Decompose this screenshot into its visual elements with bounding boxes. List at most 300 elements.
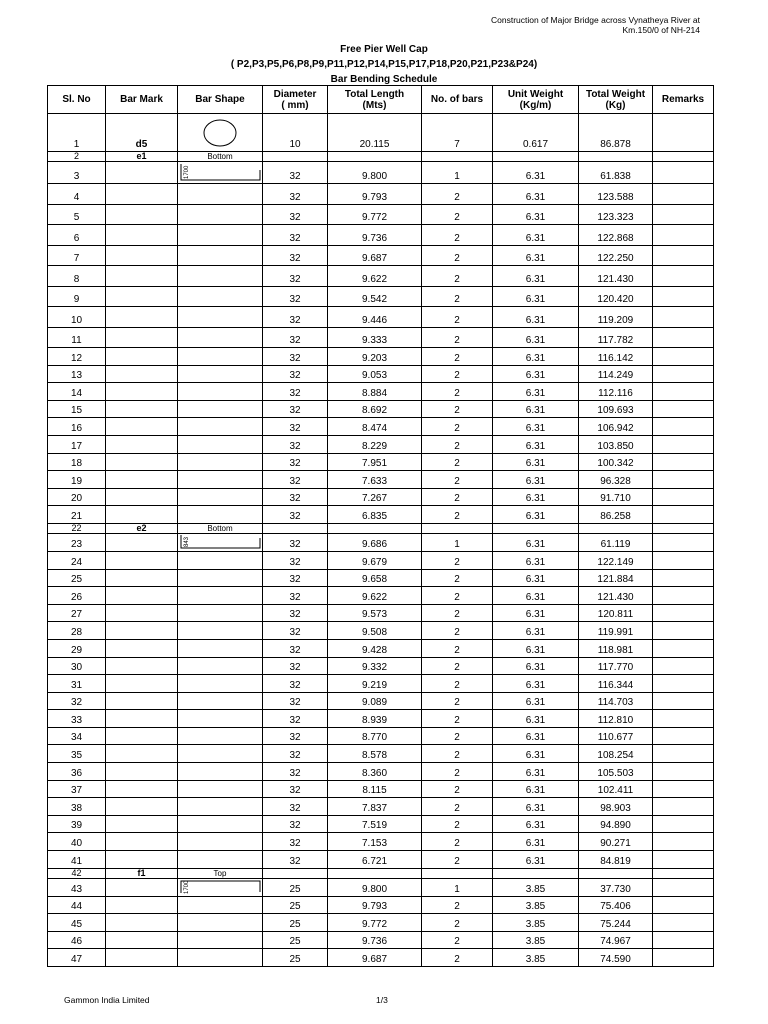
bar-shape-cell bbox=[178, 523, 263, 533]
no-of-bars-cell: 2 bbox=[422, 931, 493, 949]
remarks-cell bbox=[653, 587, 714, 605]
no-of-bars-cell: 2 bbox=[422, 639, 493, 657]
total-length-cell: 9.736 bbox=[328, 225, 422, 246]
total-length-cell: 9.622 bbox=[328, 266, 422, 287]
col-diameter-l1: Diameter bbox=[273, 88, 317, 100]
no-of-bars-cell: 2 bbox=[422, 400, 493, 418]
no-of-bars-cell: 2 bbox=[422, 949, 493, 967]
bar-mark-cell bbox=[106, 488, 178, 506]
diameter-cell: 32 bbox=[263, 763, 328, 781]
remarks-cell bbox=[653, 639, 714, 657]
total-weight-cell: 121.430 bbox=[579, 587, 653, 605]
bar-shape-cell bbox=[178, 639, 263, 657]
total-weight-cell: 112.116 bbox=[579, 383, 653, 401]
diameter-cell: 32 bbox=[263, 418, 328, 436]
total-length-cell: 9.793 bbox=[328, 184, 422, 205]
table-row bbox=[48, 533, 714, 551]
bar-shape-cell bbox=[178, 815, 263, 833]
remarks-cell bbox=[653, 604, 714, 622]
total-weight-cell: 112.810 bbox=[579, 710, 653, 728]
total-weight-cell: 74.967 bbox=[579, 931, 653, 949]
total-weight-cell: 100.342 bbox=[579, 453, 653, 471]
bar-shape-cell bbox=[178, 286, 263, 307]
total-length-cell: 9.793 bbox=[328, 896, 422, 914]
total-length-cell: 7.633 bbox=[328, 471, 422, 489]
bar-shape-cell bbox=[178, 727, 263, 745]
total-length-cell: 9.203 bbox=[328, 348, 422, 366]
bar-mark-cell bbox=[106, 896, 178, 914]
total-weight-cell: 37.730 bbox=[579, 878, 653, 896]
unit-weight-cell: 6.31 bbox=[493, 327, 579, 348]
bar-mark-cell bbox=[106, 780, 178, 798]
sl-no-cell: 11 bbox=[48, 327, 106, 348]
bar-mark-cell bbox=[106, 400, 178, 418]
bar-mark-cell bbox=[106, 710, 178, 728]
diameter-cell: 32 bbox=[263, 587, 328, 605]
table-row bbox=[48, 471, 714, 489]
project-line-2: Km.150/0 of NH-214 bbox=[622, 25, 700, 35]
total-weight-cell: 109.693 bbox=[579, 400, 653, 418]
remarks-cell bbox=[653, 780, 714, 798]
remarks-cell bbox=[653, 152, 714, 162]
total-weight-cell: 94.890 bbox=[579, 815, 653, 833]
bar-mark-cell bbox=[106, 622, 178, 640]
table-row bbox=[48, 152, 714, 162]
table-row bbox=[48, 204, 714, 225]
unit-weight-cell: 6.31 bbox=[493, 453, 579, 471]
unit-weight-cell bbox=[493, 523, 579, 533]
total-length-cell: 9.573 bbox=[328, 604, 422, 622]
bar-shape-cell bbox=[178, 184, 263, 205]
no-of-bars-cell: 2 bbox=[422, 833, 493, 851]
total-length-cell: 9.800 bbox=[328, 878, 422, 896]
total-length-cell: 9.736 bbox=[328, 931, 422, 949]
total-length-cell: 8.692 bbox=[328, 400, 422, 418]
total-weight-cell bbox=[579, 868, 653, 878]
sl-no-cell: 42 bbox=[48, 868, 106, 878]
diameter-cell: 32 bbox=[263, 815, 328, 833]
bar-shape-cell bbox=[178, 868, 263, 878]
total-weight-cell: 118.981 bbox=[579, 639, 653, 657]
bar-mark-cell bbox=[106, 604, 178, 622]
total-weight-cell: 90.271 bbox=[579, 833, 653, 851]
unit-weight-cell: 6.31 bbox=[493, 727, 579, 745]
bar-mark-cell: e1 bbox=[106, 152, 178, 162]
total-weight-cell: 120.420 bbox=[579, 286, 653, 307]
sl-no-cell: 43 bbox=[48, 878, 106, 896]
total-weight-cell: 116.142 bbox=[579, 348, 653, 366]
diameter-cell: 25 bbox=[263, 931, 328, 949]
table-row bbox=[48, 225, 714, 246]
total-length-cell: 7.519 bbox=[328, 815, 422, 833]
sl-no-cell: 14 bbox=[48, 383, 106, 401]
total-length-cell: 9.622 bbox=[328, 587, 422, 605]
e1-shape-label: Bottom bbox=[207, 152, 233, 161]
diameter-cell: 32 bbox=[263, 675, 328, 693]
footer-company: Gammon India Limited bbox=[64, 995, 150, 1005]
bar-mark-cell bbox=[106, 727, 178, 745]
no-of-bars-cell: 1 bbox=[422, 533, 493, 551]
bar-mark-cell bbox=[106, 184, 178, 205]
total-length-cell: 9.687 bbox=[328, 245, 422, 266]
no-of-bars-cell: 2 bbox=[422, 657, 493, 675]
sl-no-cell: 18 bbox=[48, 453, 106, 471]
sl-no-cell: 1 bbox=[48, 114, 106, 152]
bar-shape-cell bbox=[178, 533, 263, 551]
bar-shape-cell bbox=[178, 453, 263, 471]
table-row bbox=[48, 949, 714, 967]
table-row bbox=[48, 453, 714, 471]
total-weight-cell: 114.249 bbox=[579, 365, 653, 383]
sl-no-cell: 17 bbox=[48, 435, 106, 453]
table-row bbox=[48, 587, 714, 605]
bar-shape-cell bbox=[178, 245, 263, 266]
table-row bbox=[48, 245, 714, 266]
diameter-cell: 32 bbox=[263, 453, 328, 471]
bar-mark-cell bbox=[106, 815, 178, 833]
remarks-cell bbox=[653, 675, 714, 693]
no-of-bars-cell: 2 bbox=[422, 245, 493, 266]
no-of-bars-cell: 2 bbox=[422, 184, 493, 205]
diameter-cell: 32 bbox=[263, 780, 328, 798]
bar-mark-cell bbox=[106, 327, 178, 348]
remarks-cell bbox=[653, 162, 714, 184]
table-row bbox=[48, 727, 714, 745]
no-of-bars-cell: 1 bbox=[422, 162, 493, 184]
remarks-cell bbox=[653, 400, 714, 418]
table-row bbox=[48, 868, 714, 878]
bar-shape-cell bbox=[178, 383, 263, 401]
sl-no-cell: 37 bbox=[48, 780, 106, 798]
total-weight-cell: 120.811 bbox=[579, 604, 653, 622]
col-sl-no: Sl. No bbox=[48, 86, 106, 114]
unit-weight-cell: 6.31 bbox=[493, 266, 579, 287]
unit-weight-cell: 6.31 bbox=[493, 639, 579, 657]
diameter-cell: 32 bbox=[263, 604, 328, 622]
diameter-cell: 32 bbox=[263, 184, 328, 205]
sl-no-cell: 27 bbox=[48, 604, 106, 622]
total-weight-cell: 103.850 bbox=[579, 435, 653, 453]
f1-shape-label: Top bbox=[213, 868, 227, 878]
total-weight-cell: 75.406 bbox=[579, 896, 653, 914]
no-of-bars-cell bbox=[422, 523, 493, 533]
total-weight-cell: 119.209 bbox=[579, 307, 653, 328]
remarks-cell bbox=[653, 931, 714, 949]
diameter-cell: 32 bbox=[263, 798, 328, 816]
table-row bbox=[48, 851, 714, 869]
project-header bbox=[400, 15, 700, 35]
table-row bbox=[48, 815, 714, 833]
f1-shape-dimension: 1700 bbox=[184, 880, 190, 894]
bar-mark-cell bbox=[106, 471, 178, 489]
remarks-cell bbox=[653, 569, 714, 587]
unit-weight-cell: 6.31 bbox=[493, 815, 579, 833]
unit-weight-cell: 6.31 bbox=[493, 780, 579, 798]
remarks-cell bbox=[653, 745, 714, 763]
remarks-cell bbox=[653, 488, 714, 506]
total-weight-cell: 116.344 bbox=[579, 675, 653, 693]
total-weight-cell: 102.411 bbox=[579, 780, 653, 798]
unit-weight-cell: 6.31 bbox=[493, 307, 579, 328]
remarks-cell bbox=[653, 763, 714, 781]
diameter-cell: 32 bbox=[263, 833, 328, 851]
e1-shape-dimension: 1700 bbox=[184, 165, 190, 179]
total-length-cell: 6.721 bbox=[328, 851, 422, 869]
total-weight-cell: 122.250 bbox=[579, 245, 653, 266]
total-length-cell bbox=[328, 868, 422, 878]
total-weight-cell: 121.884 bbox=[579, 569, 653, 587]
no-of-bars-cell: 2 bbox=[422, 587, 493, 605]
unit-weight-cell: 6.31 bbox=[493, 365, 579, 383]
no-of-bars-cell: 2 bbox=[422, 488, 493, 506]
diameter-cell: 32 bbox=[263, 745, 328, 763]
bar-mark-cell bbox=[106, 833, 178, 851]
sl-no-cell: 12 bbox=[48, 348, 106, 366]
total-length-cell: 6.835 bbox=[328, 506, 422, 524]
col-bar-shape: Bar Shape bbox=[178, 86, 263, 114]
bar-bending-schedule-table bbox=[47, 85, 714, 967]
unit-weight-cell: 6.31 bbox=[493, 692, 579, 710]
table-row bbox=[48, 745, 714, 763]
remarks-cell bbox=[653, 348, 714, 366]
total-length-cell: 9.542 bbox=[328, 286, 422, 307]
total-length-cell: 8.360 bbox=[328, 763, 422, 781]
sl-no-cell: 13 bbox=[48, 365, 106, 383]
no-of-bars-cell: 2 bbox=[422, 780, 493, 798]
total-weight-cell: 110.677 bbox=[579, 727, 653, 745]
unit-weight-cell: 6.31 bbox=[493, 710, 579, 728]
total-weight-cell: 105.503 bbox=[579, 763, 653, 781]
sl-no-cell: 35 bbox=[48, 745, 106, 763]
unit-weight-cell: 6.31 bbox=[493, 745, 579, 763]
total-length-cell: 9.687 bbox=[328, 949, 422, 967]
remarks-cell bbox=[653, 692, 714, 710]
table-row bbox=[48, 914, 714, 932]
total-length-cell: 8.474 bbox=[328, 418, 422, 436]
no-of-bars-cell: 2 bbox=[422, 327, 493, 348]
col-no-of-bars: No. of bars bbox=[422, 86, 493, 114]
unit-weight-cell: 6.31 bbox=[493, 245, 579, 266]
bar-shape-cell bbox=[178, 162, 263, 184]
bar-mark-cell bbox=[106, 798, 178, 816]
no-of-bars-cell: 1 bbox=[422, 878, 493, 896]
sl-no-cell: 40 bbox=[48, 833, 106, 851]
unit-weight-cell bbox=[493, 868, 579, 878]
unit-weight-cell: 3.85 bbox=[493, 931, 579, 949]
sl-no-cell: 47 bbox=[48, 949, 106, 967]
col-unit-weight-l1: Unit Weight bbox=[507, 88, 564, 100]
total-weight-cell: 117.770 bbox=[579, 657, 653, 675]
bar-mark-cell bbox=[106, 225, 178, 246]
diameter-cell: 32 bbox=[263, 327, 328, 348]
bar-mark-cell bbox=[106, 745, 178, 763]
unit-weight-cell: 6.31 bbox=[493, 348, 579, 366]
diameter-cell: 32 bbox=[263, 204, 328, 225]
total-weight-cell: 96.328 bbox=[579, 471, 653, 489]
table-row bbox=[48, 383, 714, 401]
remarks-cell bbox=[653, 471, 714, 489]
unit-weight-cell: 6.31 bbox=[493, 286, 579, 307]
bar-shape-cell bbox=[178, 152, 263, 162]
remarks-cell bbox=[653, 815, 714, 833]
col-total-weight bbox=[579, 86, 653, 114]
table-row bbox=[48, 400, 714, 418]
diameter-cell: 25 bbox=[263, 878, 328, 896]
bar-shape-cell bbox=[178, 327, 263, 348]
title-line-3: Bar Bending Schedule bbox=[330, 74, 438, 85]
bar-mark-cell bbox=[106, 675, 178, 693]
table-row bbox=[48, 523, 714, 533]
unit-weight-cell: 6.31 bbox=[493, 400, 579, 418]
diameter-cell: 32 bbox=[263, 710, 328, 728]
diameter-cell: 25 bbox=[263, 914, 328, 932]
total-length-cell: 7.951 bbox=[328, 453, 422, 471]
bar-shape-cell bbox=[178, 604, 263, 622]
table-row bbox=[48, 692, 714, 710]
total-length-cell bbox=[328, 523, 422, 533]
no-of-bars-cell: 2 bbox=[422, 569, 493, 587]
total-length-cell: 9.686 bbox=[328, 533, 422, 551]
sl-no-cell: 5 bbox=[48, 204, 106, 225]
unit-weight-cell: 6.31 bbox=[493, 488, 579, 506]
bar-shape-cell bbox=[178, 914, 263, 932]
col-total-length-l1: Total Length bbox=[344, 88, 405, 100]
total-weight-cell: 98.903 bbox=[579, 798, 653, 816]
remarks-cell bbox=[653, 327, 714, 348]
no-of-bars-cell: 2 bbox=[422, 815, 493, 833]
total-weight-cell: 122.868 bbox=[579, 225, 653, 246]
total-length-cell: 9.333 bbox=[328, 327, 422, 348]
bar-mark-cell bbox=[106, 763, 178, 781]
sl-no-cell: 7 bbox=[48, 245, 106, 266]
bar-shape-cell bbox=[178, 675, 263, 693]
table-header-row bbox=[48, 86, 714, 114]
diameter-cell: 32 bbox=[263, 506, 328, 524]
total-weight-cell: 123.323 bbox=[579, 204, 653, 225]
sl-no-cell: 29 bbox=[48, 639, 106, 657]
total-length-cell: 8.770 bbox=[328, 727, 422, 745]
no-of-bars-cell: 2 bbox=[422, 506, 493, 524]
table-row bbox=[48, 622, 714, 640]
remarks-cell bbox=[653, 506, 714, 524]
diameter-cell: 32 bbox=[263, 569, 328, 587]
table-row bbox=[48, 506, 714, 524]
no-of-bars-cell: 2 bbox=[422, 266, 493, 287]
bar-shape-cell bbox=[178, 348, 263, 366]
circular-bar-shape bbox=[178, 114, 263, 150]
sl-no-cell: 6 bbox=[48, 225, 106, 246]
total-length-cell: 7.153 bbox=[328, 833, 422, 851]
remarks-cell bbox=[653, 798, 714, 816]
remarks-cell bbox=[653, 851, 714, 869]
total-length-cell: 8.939 bbox=[328, 710, 422, 728]
bar-mark-cell: e2 bbox=[106, 523, 178, 533]
no-of-bars-cell bbox=[422, 868, 493, 878]
table-row bbox=[48, 286, 714, 307]
unit-weight-cell: 6.31 bbox=[493, 162, 579, 184]
bar-mark-cell bbox=[106, 657, 178, 675]
col-diameter bbox=[263, 86, 328, 114]
total-length-cell: 9.219 bbox=[328, 675, 422, 693]
diameter-cell: 32 bbox=[263, 286, 328, 307]
total-weight-cell: 117.782 bbox=[579, 327, 653, 348]
total-length-cell: 9.446 bbox=[328, 307, 422, 328]
remarks-cell bbox=[653, 114, 714, 152]
no-of-bars-cell: 2 bbox=[422, 204, 493, 225]
remarks-cell bbox=[653, 710, 714, 728]
col-remarks: Remarks bbox=[653, 86, 714, 114]
bar-shape-cell bbox=[178, 949, 263, 967]
bar-shape-cell bbox=[178, 400, 263, 418]
remarks-cell bbox=[653, 727, 714, 745]
total-length-cell: 20.115 bbox=[328, 114, 422, 152]
sl-no-cell: 26 bbox=[48, 587, 106, 605]
table-row bbox=[48, 488, 714, 506]
total-length-cell: 9.800 bbox=[328, 162, 422, 184]
sl-no-cell: 46 bbox=[48, 931, 106, 949]
bar-mark-cell bbox=[106, 348, 178, 366]
no-of-bars-cell: 2 bbox=[422, 675, 493, 693]
diameter-cell: 32 bbox=[263, 657, 328, 675]
diameter-cell: 32 bbox=[263, 622, 328, 640]
table-row bbox=[48, 162, 714, 184]
no-of-bars-cell: 2 bbox=[422, 851, 493, 869]
bar-mark-cell bbox=[106, 266, 178, 287]
sl-no-cell: 31 bbox=[48, 675, 106, 693]
table-row bbox=[48, 551, 714, 569]
bar-shape-cell bbox=[178, 266, 263, 287]
diameter-cell: 25 bbox=[263, 896, 328, 914]
bar-shape-cell bbox=[178, 780, 263, 798]
unit-weight-cell: 6.31 bbox=[493, 622, 579, 640]
col-bar-mark: Bar Mark bbox=[106, 86, 178, 114]
diameter-cell bbox=[263, 152, 328, 162]
no-of-bars-cell: 2 bbox=[422, 383, 493, 401]
bar-mark-cell bbox=[106, 307, 178, 328]
remarks-cell bbox=[653, 833, 714, 851]
sl-no-cell: 10 bbox=[48, 307, 106, 328]
bar-shape-cell bbox=[178, 851, 263, 869]
remarks-cell bbox=[653, 622, 714, 640]
bar-shape-cell bbox=[178, 435, 263, 453]
total-length-cell: 9.053 bbox=[328, 365, 422, 383]
unit-weight-cell: 3.85 bbox=[493, 914, 579, 932]
unit-weight-cell: 6.31 bbox=[493, 471, 579, 489]
remarks-cell bbox=[653, 435, 714, 453]
total-weight-cell bbox=[579, 152, 653, 162]
total-length-cell: 8.229 bbox=[328, 435, 422, 453]
unit-weight-cell: 6.31 bbox=[493, 763, 579, 781]
project-line-1: Construction of Major Bridge across Vynatheya River at bbox=[491, 15, 700, 25]
bar-shape-cell bbox=[178, 710, 263, 728]
unit-weight-cell: 6.31 bbox=[493, 833, 579, 851]
total-length-cell: 9.089 bbox=[328, 692, 422, 710]
total-weight-cell: 123.588 bbox=[579, 184, 653, 205]
sl-no-cell: 41 bbox=[48, 851, 106, 869]
diameter-cell: 32 bbox=[263, 471, 328, 489]
sl-no-cell: 20 bbox=[48, 488, 106, 506]
remarks-cell bbox=[653, 657, 714, 675]
table-body bbox=[48, 114, 714, 967]
bar-mark-cell bbox=[106, 286, 178, 307]
col-total-length bbox=[328, 86, 422, 114]
remarks-cell bbox=[653, 307, 714, 328]
bar-mark-cell bbox=[106, 435, 178, 453]
bar-shape-cell bbox=[178, 692, 263, 710]
unit-weight-cell: 6.31 bbox=[493, 225, 579, 246]
sl-no-cell: 45 bbox=[48, 914, 106, 932]
table-row bbox=[48, 763, 714, 781]
